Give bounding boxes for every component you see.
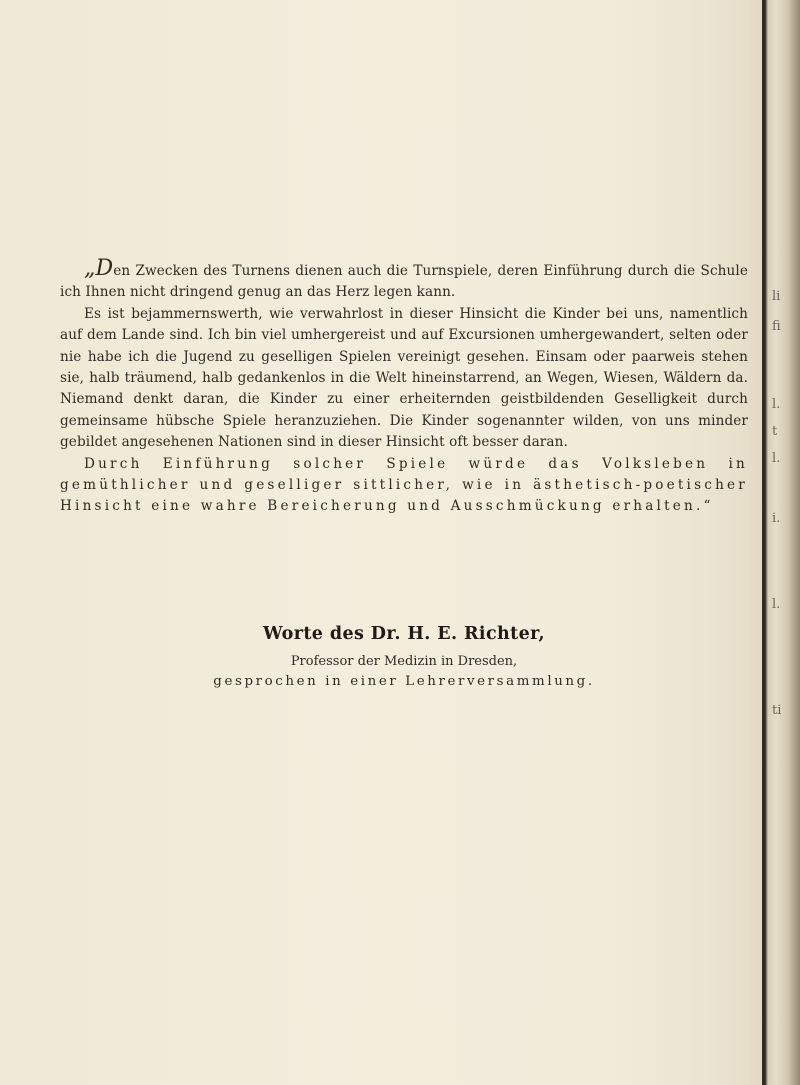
margin-fragment: fi — [772, 319, 781, 334]
attribution-occasion: gesprochen in einer Lehrerversammlung. — [213, 674, 595, 689]
paragraph-1-text: en Zwecken des Turnens dienen auch die Turnspiele, deren Einführung durch die Schule ich Ihnen nicht dringend genug an das Herz legen kann. — [60, 263, 748, 301]
quotation-body — [60, 258, 748, 518]
attribution-title: Worte des Dr. H. E. Richter, — [263, 624, 545, 644]
drop-cap: „D — [84, 256, 114, 281]
margin-fragment: li — [772, 289, 781, 304]
margin-fragment: i. — [772, 511, 781, 526]
margin-fragment: l. — [772, 397, 781, 412]
margin-fragment: t — [772, 424, 778, 439]
attribution-affiliation: Professor der Medizin in Dresden, — [290, 654, 518, 669]
margin-fragment: l. — [772, 597, 781, 612]
paragraph-1 — [60, 258, 748, 304]
gutter-shadow — [788, 0, 800, 1085]
attribution — [60, 624, 748, 692]
paragraph-2: Es ist bejammernswerth, wie verwahrlost in dieser Hinsicht die Kinder bei uns, namentlich auf dem Lande sind. Ich bin viel umhergereist und auf Excursionen umhergewandert, selten oder nie habe ich die Jugend zu geselligen Spielen vereinigt gesehen. Einsam oder paarweis stehen sie, halb träumend, halb gedankenlos in die Welt hineinstarrend, an Wegen, Wiesen, Wäldern da. Niemand denkt daran, die Kinder zu einer erheiternden geistbildenden Geselligkeit durch gemeinsame hübsche Spiele heranzuziehen. Die Kinder sogenannter wilden, von uns minder gebildet angesehenen Nationen sind in dieser Hinsicht oft besser daran. — [60, 305, 748, 451]
margin-fragment: l. — [772, 451, 781, 466]
paragraph-3: Durch Einführung solcher Spiele würde das Volksleben in gemüthlicher und geselliger sittlicher, wie in ästhetisch-poetischer Hinsicht eine wahre Bereicherung und Ausschmückung erhalten.“ — [60, 455, 748, 515]
margin-fragment: ti — [772, 703, 782, 718]
